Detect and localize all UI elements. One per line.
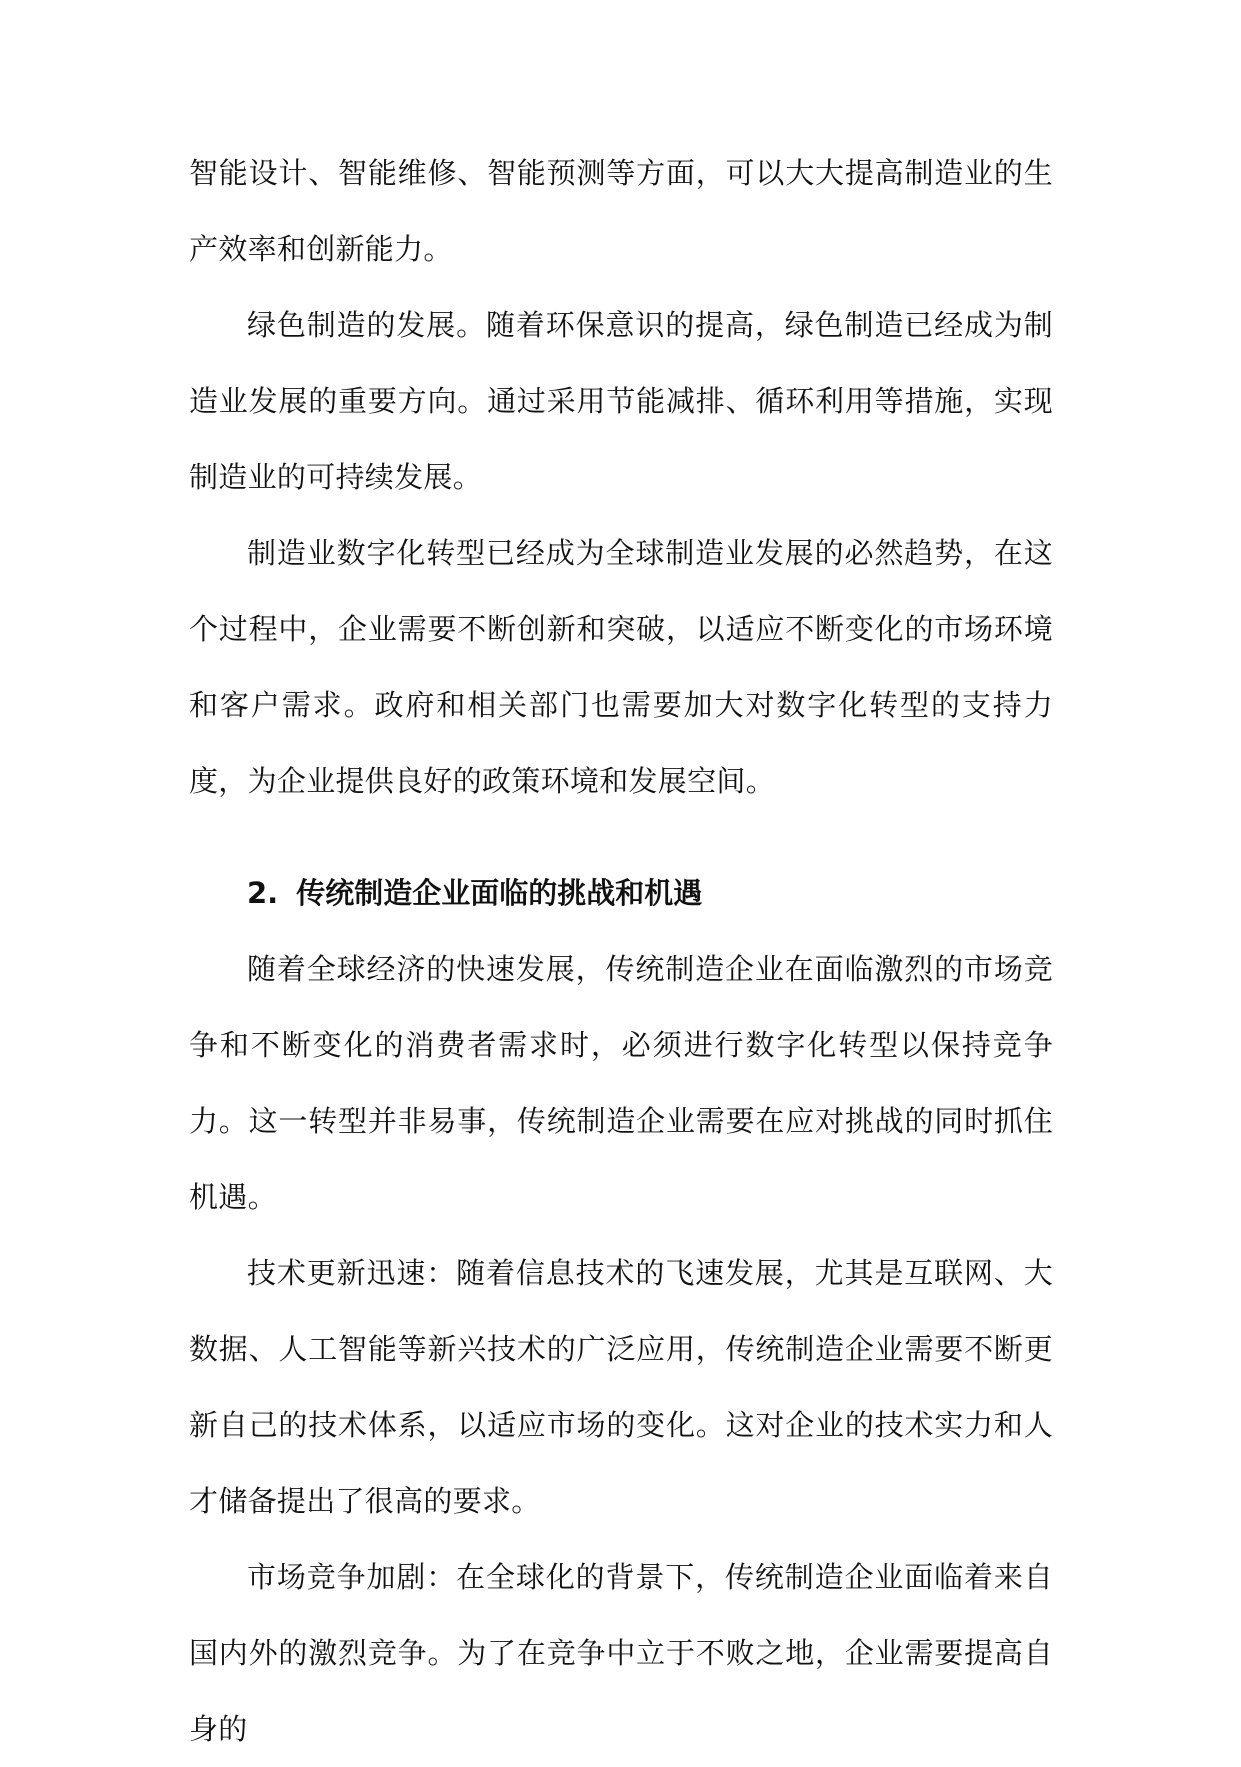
paragraph-digital-transformation-trend: 制造业数字化转型已经成为全球制造业发展的必然趋势，在这个过程中，企业需要不断创新和突破，以适应不断变化的市场环境和客户需求。政府和相关部门也需要加大对数字化转型的支持力度，为企业提供良好的政策环境和发展空间。 (189, 536, 1053, 798)
paragraph-rapid-tech-update: 技术更新迅速：随着信息技术的飞速发展，尤其是互联网、大数据、人工智能等新兴技术的广泛应用，传统制造企业需要不断更新自己的技术体系，以适应市场的变化。这对企业的技术实力和人才储备提出了很高的要求。 (189, 1256, 1053, 1518)
paragraph-green-manufacturing: 绿色制造的发展。随着环保意识的提高，绿色制造已经成为制造业发展的重要方向。通过采用节能减排、循环利用等措施，实现制造业的可持续发展。 (189, 308, 1053, 494)
paragraph-global-economy: 随着全球经济的快速发展，传统制造企业在面临激烈的市场竞争和不断变化的消费者需求时，必须进行数字化转型以保持竞争力。这一转型并非易事，传统制造企业需要在应对挑战的同时抓住机遇。 (189, 952, 1053, 1214)
section-title: 传统制造企业面临的挑战和机遇 (296, 876, 703, 910)
section-number: 2. (247, 876, 279, 910)
paragraph-market-competition: 市场竞争加剧：在全球化的背景下，传统制造企业面临着来自国内外的激烈竞争。为了在竞争中立于不败之地，企业需要提高自身的 (189, 1560, 1053, 1746)
section-heading (189, 855, 1053, 931)
paragraph-smart-design-continuation: 智能设计、智能维修、智能预测等方面，可以大大提高制造业的生产效率和创新能力。 (189, 156, 1053, 266)
